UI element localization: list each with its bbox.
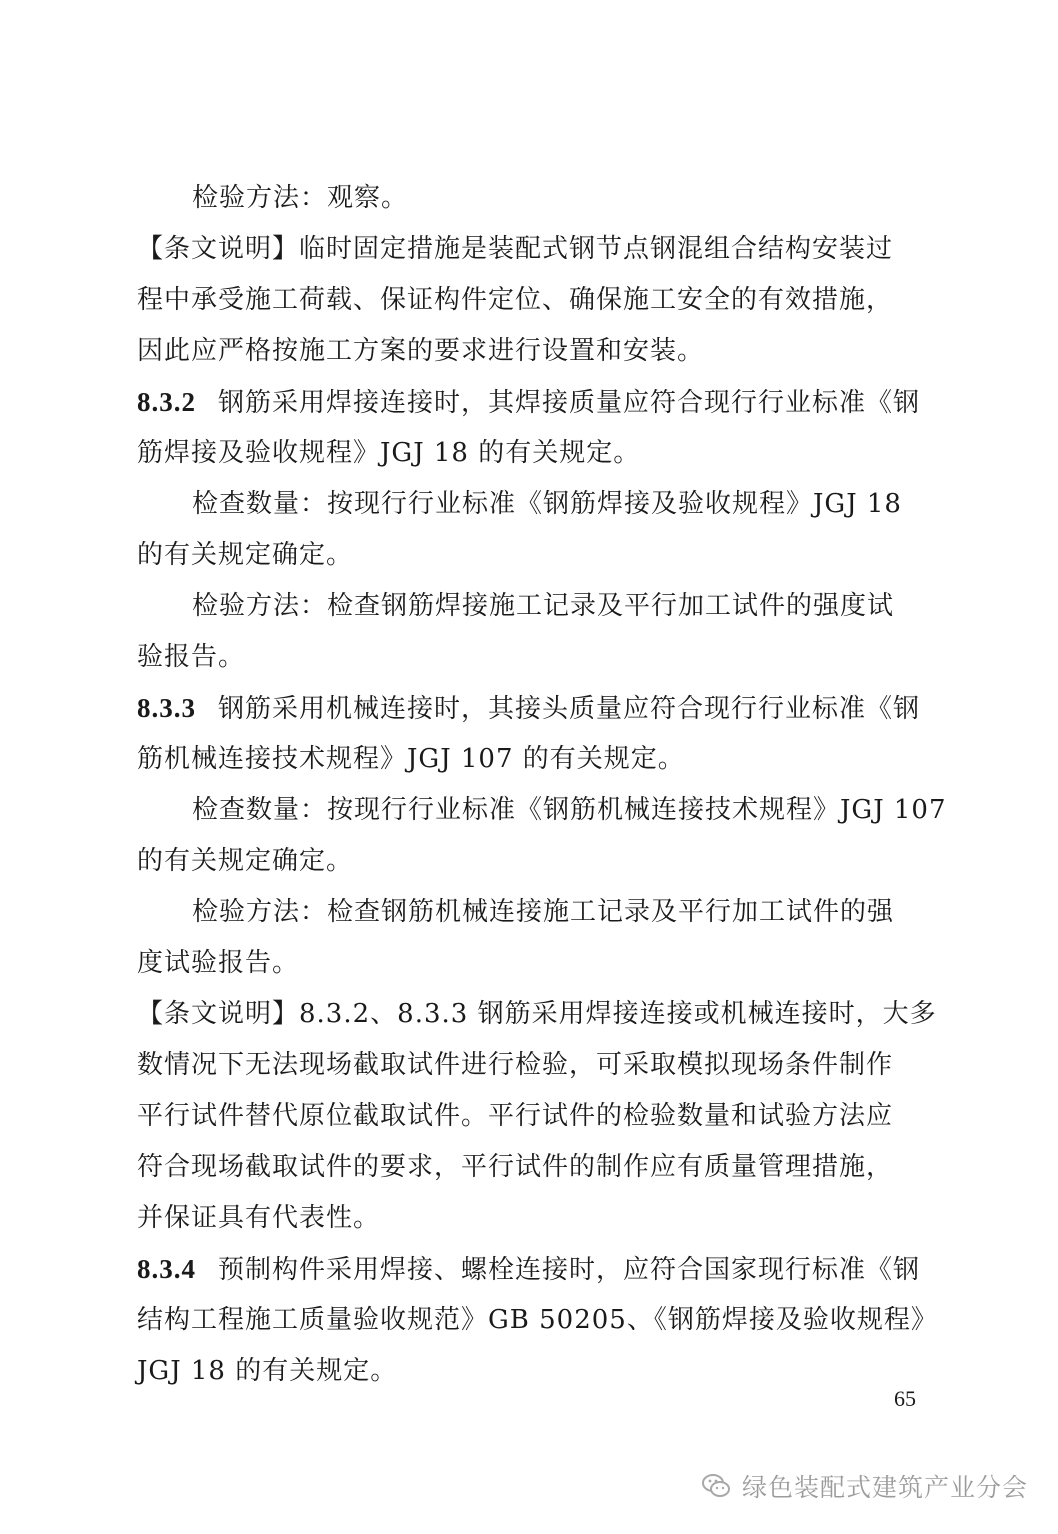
text-line: 数情况下无法现场截取试件进行检验，可采取模拟现场条件制作 xyxy=(137,1050,894,1080)
text-line: 的有关规定确定。 xyxy=(137,540,354,570)
page-number: 65 xyxy=(894,1386,916,1411)
text-line: JGJ 18 的有关规定。 xyxy=(137,1356,398,1386)
text-line: 筋机械连接技术规程》JGJ 107 的有关规定。 xyxy=(137,744,685,774)
section-line-8-3-4 xyxy=(137,1253,920,1286)
text-line: 的有关规定确定。 xyxy=(137,846,354,876)
text-line: 度试验报告。 xyxy=(137,948,300,978)
text-line: 检查数量：按现行行业标准《钢筋机械连接技术规程》JGJ 107 xyxy=(192,795,947,825)
section-number: 8.3.2 xyxy=(137,387,196,417)
wechat-icon xyxy=(700,1470,732,1502)
text-line: 平行试件替代原位截取试件。平行试件的检验数量和试验方法应 xyxy=(137,1101,894,1131)
text-line: 筋焊接及验收规程》JGJ 18 的有关规定。 xyxy=(137,438,641,468)
section-text: 预制构件采用焊接、螺栓连接时，应符合国家现行标准《钢 xyxy=(218,1255,921,1285)
watermark-text: 绿色装配式建筑产业分会 xyxy=(742,1473,1029,1502)
text-line: 符合现场截取试件的要求，平行试件的制作应有质量管理措施， xyxy=(137,1152,894,1182)
text-line: 检验方法：观察。 xyxy=(192,183,409,213)
text-line: 检查数量：按现行行业标准《钢筋焊接及验收规程》JGJ 18 xyxy=(192,489,902,519)
text-line: 【条文说明】8.3.2、8.3.3 钢筋采用焊接连接或机械连接时，大多 xyxy=(137,999,937,1029)
watermark xyxy=(700,1466,1028,1506)
text-line: 程中承受施工荷载、保证构件定位、确保施工安全的有效措施， xyxy=(137,285,894,315)
section-text: 钢筋采用机械连接时，其接头质量应符合现行行业标准《钢 xyxy=(218,694,921,724)
text-line: 【条文说明】临时固定措施是装配式钢节点钢混组合结构安装过 xyxy=(137,234,894,264)
text-line: 并保证具有代表性。 xyxy=(137,1203,381,1233)
section-text: 钢筋采用焊接连接时，其焊接质量应符合现行行业标准《钢 xyxy=(218,388,921,418)
text-line: 检验方法：检查钢筋机械连接施工记录及平行加工试件的强 xyxy=(192,897,895,927)
text-line: 因此应严格按施工方案的要求进行设置和安装。 xyxy=(137,336,705,366)
text-line: 验报告。 xyxy=(137,642,246,672)
text-line: 检验方法：检查钢筋焊接施工记录及平行加工试件的强度试 xyxy=(192,591,895,621)
section-number: 8.3.3 xyxy=(137,693,196,723)
section-line-8-3-2 xyxy=(137,386,920,419)
section-line-8-3-3 xyxy=(137,692,920,725)
section-number: 8.3.4 xyxy=(137,1254,196,1284)
text-line: 结构工程施工质量验收规范》GB 50205、《钢筋焊接及验收规程》 xyxy=(137,1305,938,1335)
